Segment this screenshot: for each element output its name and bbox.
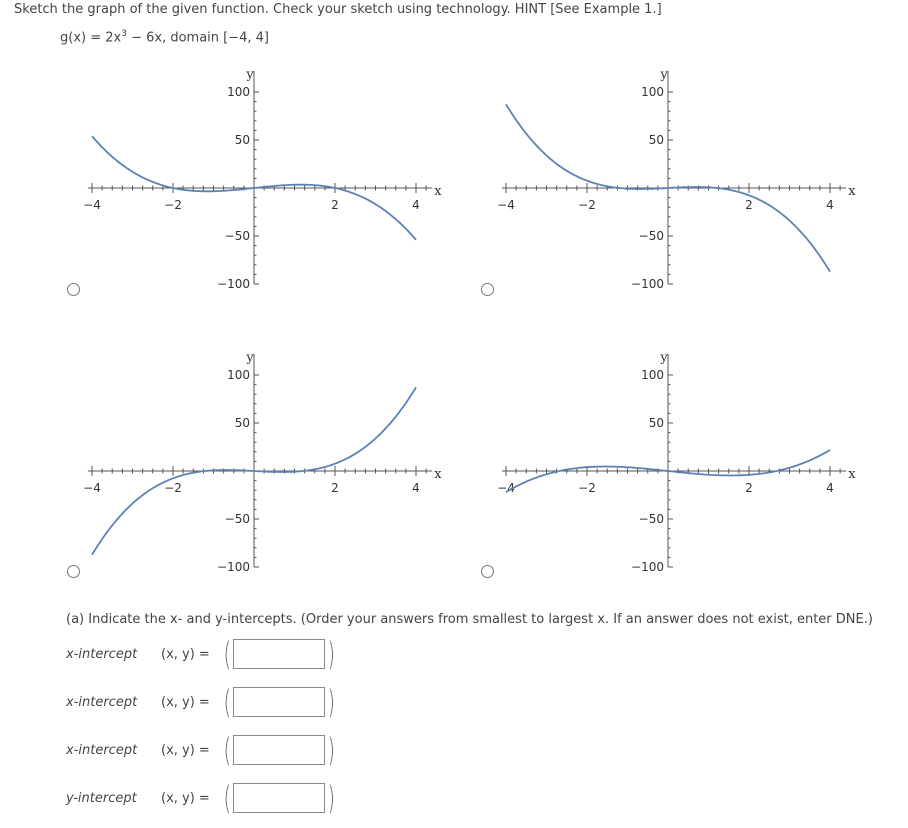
x-tick-label: 4 [826, 198, 834, 212]
y-tick-label: 50 [648, 416, 664, 430]
x-axis-label: x [848, 467, 856, 482]
function-prefix: g(x) = 2x [60, 30, 122, 46]
y-tick-label: −100 [631, 560, 664, 574]
close-paren: ) [327, 779, 336, 817]
x-tick-label: 2 [745, 481, 753, 495]
open-paren: ( [223, 683, 231, 721]
answer-row-2 [66, 684, 338, 720]
row-label: x-intercept [66, 646, 138, 662]
x-tick-label: −2 [578, 481, 596, 495]
y-tick-label: 100 [227, 85, 250, 99]
function-suffix: − 6x, domain [−4, 4] [126, 30, 270, 46]
x-tick-label: 2 [331, 198, 339, 212]
x-tick-label: −2 [164, 481, 182, 495]
xy-label: (x, y) = [161, 742, 210, 758]
y-tick-label: −100 [217, 560, 250, 574]
y-axis-label: y [246, 350, 254, 366]
xy-label: (x, y) = [161, 694, 210, 710]
x-tick-label: 4 [412, 481, 420, 495]
close-paren: ) [327, 635, 336, 673]
y-tick-label: −50 [638, 512, 664, 526]
x-tick-label: 2 [745, 198, 753, 212]
graph-bottom-left [74, 343, 444, 583]
y-tick-label: 100 [227, 368, 250, 382]
part-a-instructions: (a) Indicate the x- and y-intercepts. (Order your answers from smallest to largest x. If an answer does not exist, enter DNE.) [66, 612, 873, 627]
x-intercept-2-input[interactable] [233, 687, 325, 717]
x-intercept-3-input[interactable] [233, 735, 325, 765]
graph-bottom-right [488, 343, 858, 583]
y-axis-label: y [246, 67, 254, 83]
y-tick-label: −50 [224, 512, 250, 526]
x-tick-label: −2 [578, 198, 596, 212]
open-paren: ( [223, 635, 231, 673]
answer-row-4 [66, 780, 338, 816]
row-label: x-intercept [66, 694, 138, 710]
graph-top-left [74, 60, 444, 300]
xy-label: (x, y) = [161, 790, 210, 806]
y-tick-label: −50 [224, 229, 250, 243]
x-tick-label: 4 [412, 198, 420, 212]
row-label: y-intercept [66, 790, 137, 806]
answer-row-3 [66, 732, 338, 768]
y-tick-label: −100 [631, 277, 664, 291]
close-paren: ) [327, 731, 336, 769]
x-tick-label: −4 [83, 481, 101, 495]
open-paren: ( [223, 731, 231, 769]
function-definition [60, 29, 269, 45]
y-tick-label: −50 [638, 229, 664, 243]
x-tick-label: 4 [826, 481, 834, 495]
graph-top-right [488, 60, 858, 300]
x-axis-label: x [848, 184, 856, 199]
x-intercept-1-input[interactable] [233, 639, 325, 669]
x-tick-label: −4 [83, 198, 101, 212]
x-tick-label: −2 [164, 198, 182, 212]
problem-prompt: Sketch the graph of the given function. Check your sketch using technology. HINT [See Example 1.] [14, 2, 662, 17]
y-intercept-input[interactable] [233, 783, 325, 813]
y-tick-label: 50 [234, 133, 250, 147]
y-tick-label: 50 [234, 416, 250, 430]
y-tick-label: 100 [641, 368, 664, 382]
x-tick-label: −4 [497, 198, 515, 212]
y-axis-label: y [660, 67, 668, 83]
row-label: x-intercept [66, 742, 138, 758]
function-exponent: 3 [121, 29, 127, 39]
x-axis-label: x [434, 467, 442, 482]
y-tick-label: 50 [648, 133, 664, 147]
xy-label: (x, y) = [161, 646, 210, 662]
x-tick-label: −4 [497, 481, 515, 495]
y-tick-label: 100 [641, 85, 664, 99]
answer-row-1 [66, 636, 338, 672]
x-axis-label: x [434, 184, 442, 199]
open-paren: ( [223, 779, 231, 817]
y-axis-label: y [660, 350, 668, 366]
x-tick-label: 2 [331, 481, 339, 495]
close-paren: ) [327, 683, 336, 721]
y-tick-label: −100 [217, 277, 250, 291]
